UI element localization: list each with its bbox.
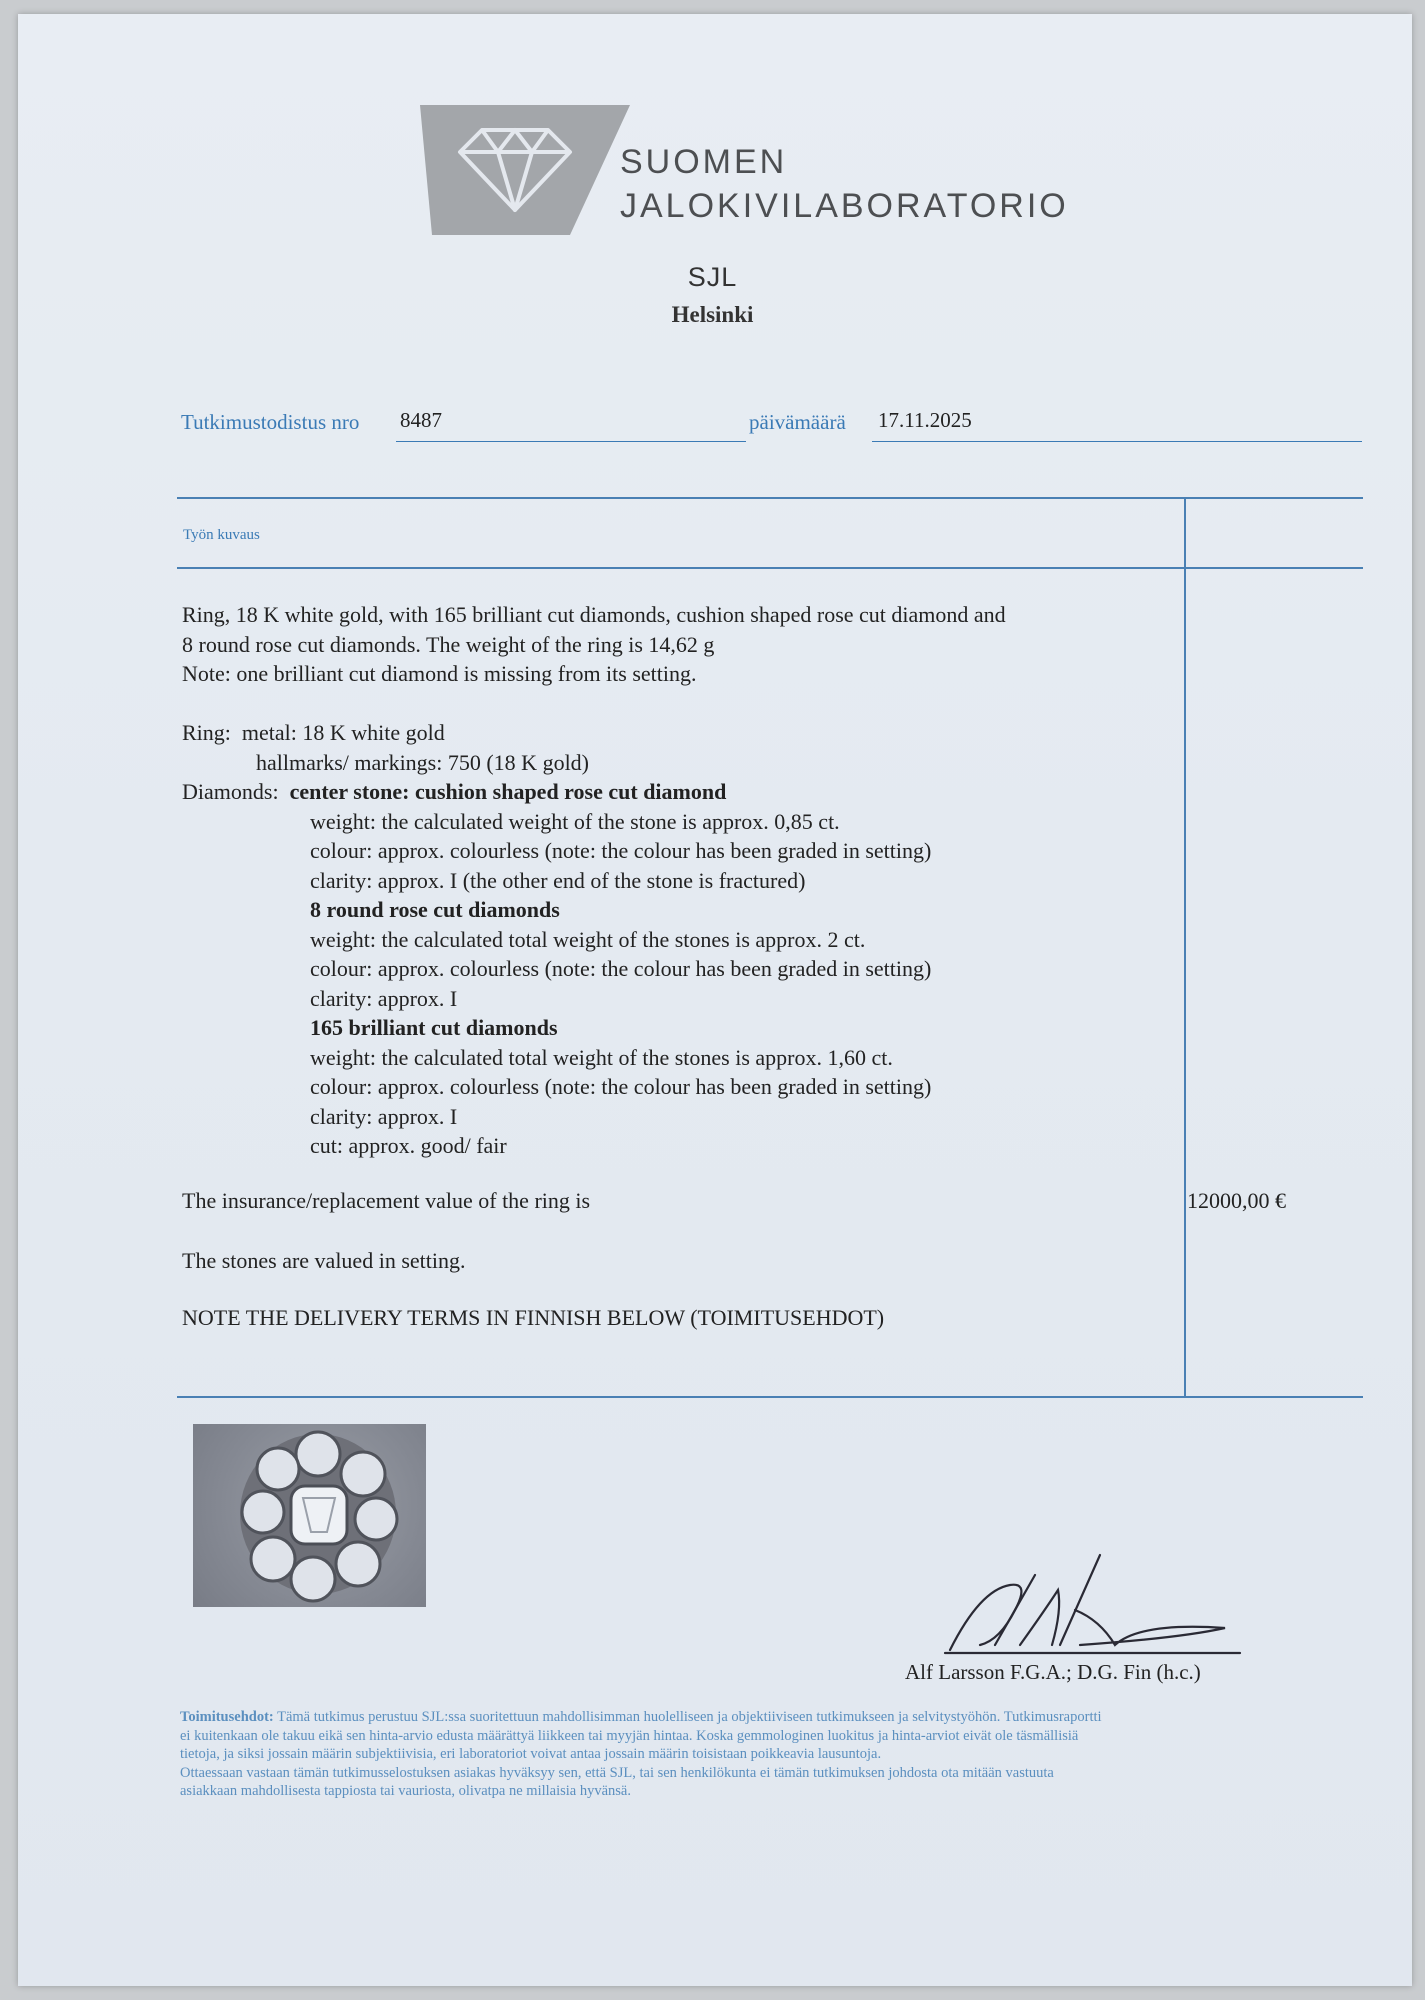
brilliant-diamonds-weight: weight: the calculated total weight of the stones is approx. 1,60 ct. xyxy=(310,1044,893,1070)
brilliant-diamonds-title: 165 brilliant cut diamonds xyxy=(310,1015,558,1040)
valuation-amount: 12000,00 € xyxy=(1187,1188,1286,1213)
ring-image-icon xyxy=(193,1424,426,1607)
spacer xyxy=(182,689,1182,719)
ring-label: Ring: xyxy=(182,720,231,745)
date-underline xyxy=(872,441,1362,442)
work-description-label: Työn kuvaus xyxy=(183,527,260,543)
lab-name xyxy=(620,140,1069,228)
terms-line xyxy=(180,1708,1370,1727)
certificate-date: 17.11.2025 xyxy=(878,408,972,432)
round-diamonds-clarity: clarity: approx. I xyxy=(310,985,458,1011)
valuation-statement: The insurance/replacement value of the ring is xyxy=(182,1188,591,1213)
brilliant-diamonds-cut: cut: approx. good/ fair xyxy=(310,1133,507,1158)
diamonds-row xyxy=(182,777,1182,807)
terms-line: asiakkaan mahdollisesta tappiosta tai vauriosta, olivatpa ne millaisia hyvänsä. xyxy=(180,1783,631,1800)
center-stone-colour: colour: approx. colourless (note: the colour has been graded in setting) xyxy=(310,838,932,863)
description-line: 8 round rose cut diamonds. The weight of the ring is 14,62 g xyxy=(182,631,715,657)
certificate-number-label: Tutkimustodistus nro xyxy=(181,410,360,434)
brilliant-diamonds-clarity: clarity: approx. I xyxy=(310,1103,458,1129)
terms-line: Ottaessaan vastaan tämän tutkimusselostuksen asiakas hyväksyy sen, että SJL, tai sen henkilökunta ei tämän tutkimuksen johdosta ota mitään vastuuta xyxy=(180,1764,1054,1781)
terms-label: Toimitusehdot: xyxy=(180,1709,274,1725)
lab-abbreviation: SJL xyxy=(687,262,738,292)
diamonds-label: Diamonds: xyxy=(182,779,279,804)
setting-note: The stones are valued in setting. xyxy=(182,1248,466,1273)
lab-name-line2: JALOKIVILABORATORIO xyxy=(620,187,1069,225)
description-line: Ring, 18 K white gold, with 165 brilliant cut diamonds, cushion shaped rose cut diamond and xyxy=(182,602,1006,627)
ring-photo xyxy=(193,1424,426,1607)
signatory-name: Alf Larsson F.G.A.; D.G. Fin (h.c.) xyxy=(905,1660,1201,1684)
lab-name-line1: SUOMEN xyxy=(620,143,788,181)
center-stone-weight: weight: the calculated weight of the stone is approx. 0,85 ct. xyxy=(310,808,840,834)
ring-metal: metal: 18 K white gold xyxy=(241,720,445,745)
work-description xyxy=(182,600,1182,1161)
terms-text: Tämä tutkimus perustuu SJL:ssa suoritettuun mahdollisimman huolelliseen ja objektiiviseen tutkimukseen ja selvitystyöhön. Tutkimusraportti xyxy=(277,1709,1102,1725)
diamond-logo-icon xyxy=(420,100,630,235)
brilliant-diamonds-colour: colour: approx. colourless (note: the colour has been graded in setting) xyxy=(310,1074,932,1099)
certificate-number: 8487 xyxy=(400,408,442,432)
terms-line: tietoja, ja siksi jossain määrin subjektiivisia, eri laboratoriot voivat antaa jossain määrin toisistaan poikkeavia lausuntoja. xyxy=(180,1746,882,1763)
number-underline xyxy=(396,441,746,442)
signature-mark-icon xyxy=(940,1550,1270,1660)
table-column-divider xyxy=(1184,497,1186,1398)
delivery-note: NOTE THE DELIVERY TERMS IN FINNISH BELOW (TOIMITUSEHDOT) xyxy=(182,1305,885,1330)
lab-city: Helsinki xyxy=(671,302,754,327)
terms-line: ei kuitenkaan ole takuu eikä sen hinta-arvio edusta määrättyä liikkeen tai myyjän hintaa. Koska gemmologinen luokitus ja hinta-arviot eivät ole täsmällisiä xyxy=(180,1727,1079,1744)
description-line: Note: one brilliant cut diamond is missing from its setting. xyxy=(182,661,697,686)
round-diamonds-weight: weight: the calculated total weight of the stones is approx. 2 ct. xyxy=(310,926,866,952)
delivery-terms xyxy=(180,1708,1370,1801)
ring-hallmarks: hallmarks/ markings: 750 (18 K gold) xyxy=(256,749,590,775)
round-diamonds-colour: colour: approx. colourless (note: the colour has been graded in setting) xyxy=(310,956,932,981)
round-diamonds-title: 8 round rose cut diamonds xyxy=(310,897,560,922)
date-label: päivämäärä xyxy=(749,410,846,434)
ring-metal-row xyxy=(182,718,1182,748)
center-stone-title: center stone: cushion shaped rose cut diamond xyxy=(289,779,727,804)
center-stone-clarity: clarity: approx. I (the other end of the stone is fractured) xyxy=(310,867,806,893)
